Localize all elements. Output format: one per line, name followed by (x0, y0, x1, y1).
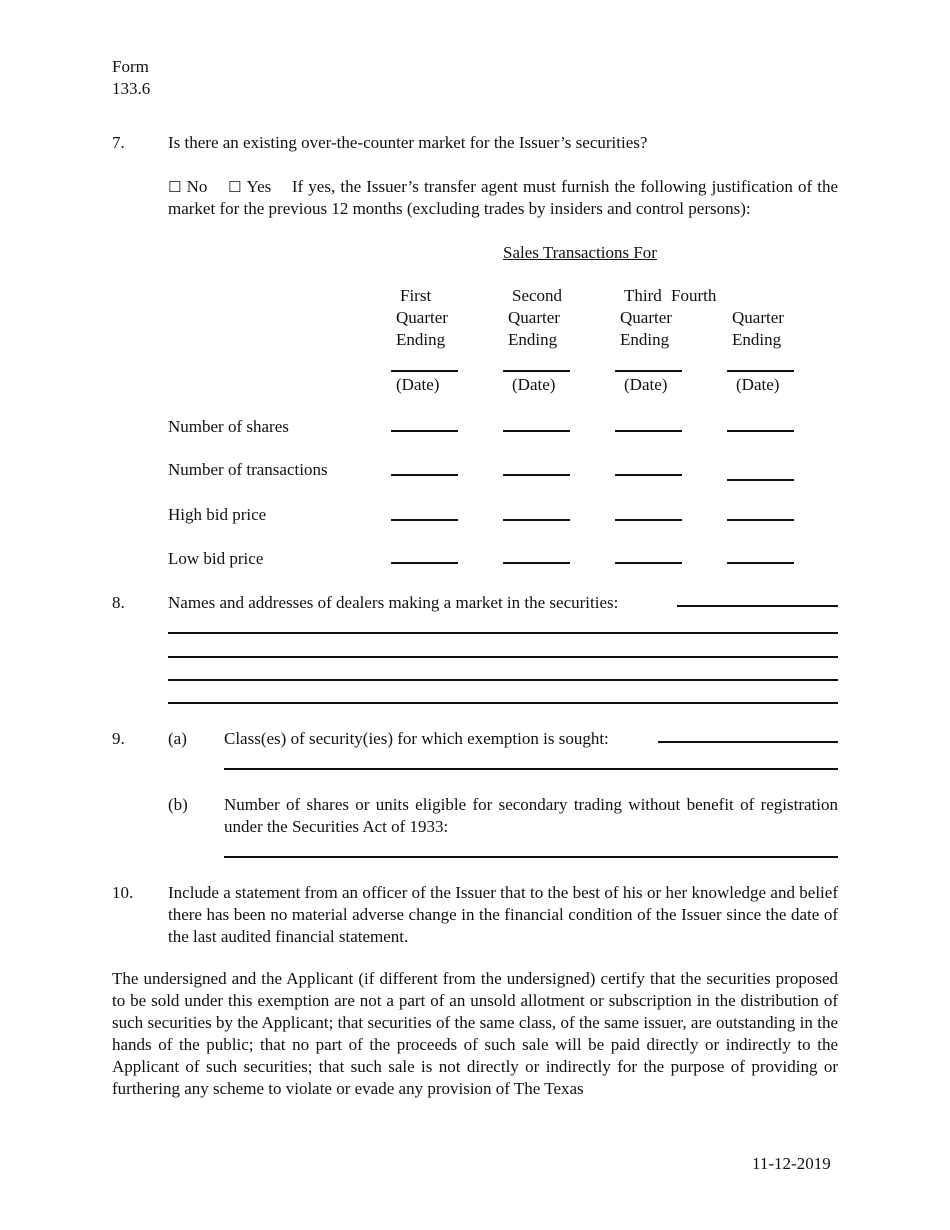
column-header-line1: First (400, 286, 432, 305)
row-label-high-bid: High bid price (168, 505, 267, 524)
no-checkbox[interactable] (168, 177, 207, 196)
shares-field-q4[interactable] (727, 430, 794, 432)
low-bid-field-q1[interactable] (391, 562, 458, 564)
q7-question: Is there an existing over-the-counter market for the Issuer’s securities? (168, 133, 648, 152)
date-field-first[interactable] (391, 370, 458, 372)
transactions-field-q1[interactable] (391, 474, 458, 476)
q9a-text: Class(es) of security(ies) for which exemption is sought: (224, 729, 609, 748)
certification-paragraph: The undersigned and the Applicant (if different from the undersigned) certify that the securities proposed to be sold under this exemption are not a part of an unsold allotment or subscription in the distribution of such securities by the Applicant; that securities of the same class, of the same issuer, are outstanding in the hands of the public; that no part of the proceeds of such sale will be paid directly or indirectly to the Applicant of such securities; that such sale is not directly or indirectly for the purpose of providing or furthering any scheme to violate or evade any provision of The Texas (112, 969, 838, 1098)
security-class-field-line2[interactable] (224, 768, 838, 770)
low-bid-field-q3[interactable] (615, 562, 682, 564)
shares-field-q2[interactable] (503, 430, 570, 432)
dealers-field-line1[interactable] (677, 605, 838, 607)
transactions-field-q2[interactable] (503, 474, 570, 476)
shares-field-q1[interactable] (391, 430, 458, 432)
column-header-line3: Ending (396, 330, 446, 349)
dealers-field-line2[interactable] (168, 632, 838, 634)
footer-date: 11-12-2019 (752, 1154, 831, 1173)
column-header-line1: Third (624, 286, 662, 305)
column-header-first (396, 285, 476, 351)
high-bid-field-q4[interactable] (727, 519, 794, 521)
date-label-fourth: (Date) (736, 375, 780, 394)
dealers-field-line5[interactable] (168, 702, 838, 704)
date-label-first: (Date) (396, 375, 440, 394)
q8-number: 8. (112, 593, 125, 612)
q7-number: 7. (112, 133, 125, 152)
q10-text: Include a statement from an officer of the Issuer that to the best of his or her knowledge and belief there has been no material adverse change in the financial condition of the Issuer since the date of the last audited financial statement. (168, 883, 838, 946)
q7-options-paragraph (168, 176, 838, 220)
shares-field-q3[interactable] (615, 430, 682, 432)
high-bid-field-q3[interactable] (615, 519, 682, 521)
q7-instruction: If yes, the Issuer’s transfer agent must furnish the following justification of the market for the previous 12 months (excluding trades by insiders and control persons): (168, 177, 839, 218)
form-label-line2: 133.6 (112, 79, 151, 98)
column-header-line2: Quarter (508, 308, 560, 327)
high-bid-field-q2[interactable] (503, 519, 570, 521)
q9b-text: Number of shares or units eligible for secondary trading without benefit of registration under the Securities Act of 1933: (224, 795, 838, 836)
yes-option-label: Yes (246, 177, 272, 196)
q8-label: Names and addresses of dealers making a market in the securities: (168, 593, 619, 612)
row-label-shares: Number of shares (168, 417, 289, 436)
date-field-third[interactable] (615, 370, 682, 372)
checkbox-icon: ☐ (227, 178, 242, 196)
low-bid-field-q2[interactable] (503, 562, 570, 564)
transactions-field-q3[interactable] (615, 474, 682, 476)
column-header-line3: Ending (508, 330, 558, 349)
q9a-label: (a) (168, 729, 187, 748)
date-label-third: (Date) (624, 375, 668, 394)
form-label (112, 56, 150, 100)
sales-table-title: Sales Transactions For (503, 243, 657, 262)
column-header-line2: Quarter (396, 308, 448, 327)
checkbox-icon: ☐ (168, 178, 182, 196)
column-header-line2: Quarter (732, 308, 784, 327)
eligible-shares-field[interactable] (224, 856, 838, 858)
column-header-fourth-line1: Fourth (671, 286, 717, 305)
yes-checkbox[interactable] (228, 177, 271, 196)
date-field-fourth[interactable] (727, 370, 794, 372)
date-label-second: (Date) (512, 375, 556, 394)
row-label-transactions: Number of transactions (168, 460, 328, 479)
transactions-field-q4[interactable] (727, 479, 794, 481)
date-field-second[interactable] (503, 370, 570, 372)
security-class-field-line1[interactable] (658, 741, 838, 743)
high-bid-field-q1[interactable] (391, 519, 458, 521)
column-header-fourth (732, 307, 812, 351)
q10-number: 10. (112, 883, 134, 902)
row-label-low-bid: Low bid price (168, 549, 264, 568)
form-label-line1: Form (112, 57, 149, 76)
column-header-second (508, 285, 588, 351)
q9b-label: (b) (168, 795, 188, 814)
dealers-field-line3[interactable] (168, 656, 838, 658)
column-header-line2: Quarter (620, 308, 672, 327)
column-header-line3: Ending (732, 330, 782, 349)
column-header-line1: Second (512, 286, 563, 305)
no-option-label: No (186, 177, 208, 196)
low-bid-field-q4[interactable] (727, 562, 794, 564)
column-header-line3: Ending (620, 330, 670, 349)
dealers-field-line4[interactable] (168, 679, 838, 681)
q9-number: 9. (112, 729, 125, 748)
